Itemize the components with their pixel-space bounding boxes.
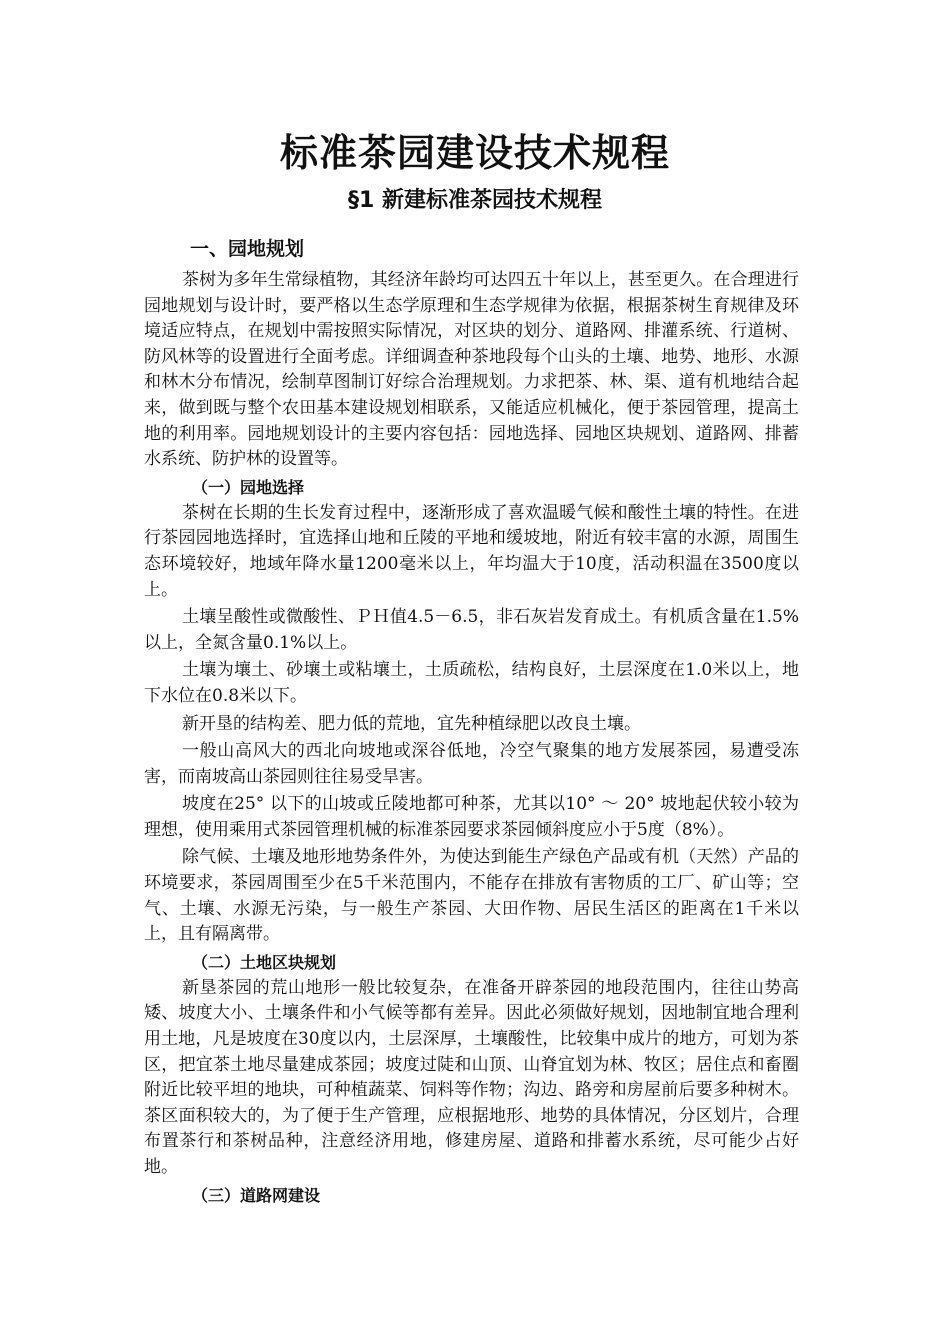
paragraph: 茶树在长期的生长发育过程中，逐渐形成了喜欢温暖气候和酸性土壤的特性。在进行茶园园地选择时，宜选择山地和丘陵的平地和缓坡地，附近有较丰富的水源，周围生态环境较好，地域年降水量1200毫米以上，年均温大于10度，活动积温在3500度以上。: [144, 502, 799, 600]
document-subtitle: §1 新建标准茶园技术规程: [348, 188, 602, 213]
paragraph: 新开垦的结构差、肥力低的荒地，宜先种植绿肥以改良土壤。: [182, 713, 641, 734]
paragraph: 坡度在25° 以下的山坡或丘陵地都可种茶，尤其以10° ～ 20° 坡地起伏较小较为理想，使用乘用式茶园管理机械的标准茶园要求茶园倾斜度应小于5度（8%）。: [144, 794, 799, 840]
subsection-heading-site-selection: （一）园地选择: [192, 477, 305, 497]
document-title: 标准茶园建设技术规程: [279, 131, 670, 175]
paragraph: 土壤为壤土、砂壤土或粘壤土，土质疏松，结构良好，土层深度在1.0米以上，地下水位在0.8米以下。: [144, 660, 799, 706]
paragraph: 新垦茶园的荒山地形一般比较复杂，在准备开辟茶园的地段范围内，往往山势高矮、坡度大小、土壤条件和小气候等都有差异。因此必须做好规划，因地制宜地合理利用土地，凡是坡度在30度以内，土层深厚，土壤酸性，比较集中成片的地方，可划为茶区，把宜茶土地尽量建成茶园；坡度过陡和山顶、山脊宜划为林、牧区；居住点和畜圈附近比较平坦的地块，可种植蔬菜、饲料等作物；沟边、路旁和房屋前后要多种树木。茶区面积较大的，为了便于生产管理，应根据地形、地势的具体情况，分区划片，合理布置茶行和茶树品种，注意经济用地，修建房屋、道路和排蓄水系统，尽可能少占好地。: [144, 977, 799, 1177]
paragraph: 除气候、土壤及地形地势条件外，为使达到能生产绿色产品或有机（天然）产品的环境要求，茶园周围至少在5千米范围内，不能存在排放有害物质的工厂、矿山等；空气、土壤、水源无污染，与一般生产茶园、大田作物、居民生活区的距离在1千米以上，且有隔离带。: [144, 847, 799, 945]
paragraph: 土壤呈酸性或微酸性、ＰＨ值4.5－6.5，非石灰岩发育成土。有机质含量在1.5%以上，全氮含量0.1%以上。: [144, 607, 799, 653]
paragraph: 一般山高风大的西北向坡地或深谷低地，冷空气聚集的地方发展茶园，易遭受冻害，而南坡高山茶园则往往易受旱害。: [144, 741, 799, 787]
section-heading-garden-planning: 一、园地规划: [190, 238, 305, 260]
document-body: [144, 234, 799, 1209]
subsection-heading-road-network: （三）道路网建设: [192, 1185, 321, 1205]
section-intro-paragraph: 茶树为多年生常绿植物，其经济年龄均可达四五十年以上，甚至更久。在合理进行园地规划与设计时，要严格以生态学原理和生态学规律为依据，根据茶树生育规律及环境适应特点，在规划中需按照实际情况，对区块的划分、道路网、排灌系统、行道树、防风林等的设置进行全面考虑。详细调查种茶地段每个山头的土壤、地势、地形、水源和林木分布情况，绘制草图制订好综合治理规划。力求把茶、林、渠、道有机地结合起来，做到既与整个农田基本建设规划相联系，又能适应机械化，便于茶园管理，提高土地的利用率。园地规划设计的主要内容包括：园地选择、园地区块规划、道路网、排蓄水系统、防护林的设置等。: [144, 270, 799, 470]
subsection-heading-land-block-planning: （二）土地区块规划: [192, 952, 337, 972]
